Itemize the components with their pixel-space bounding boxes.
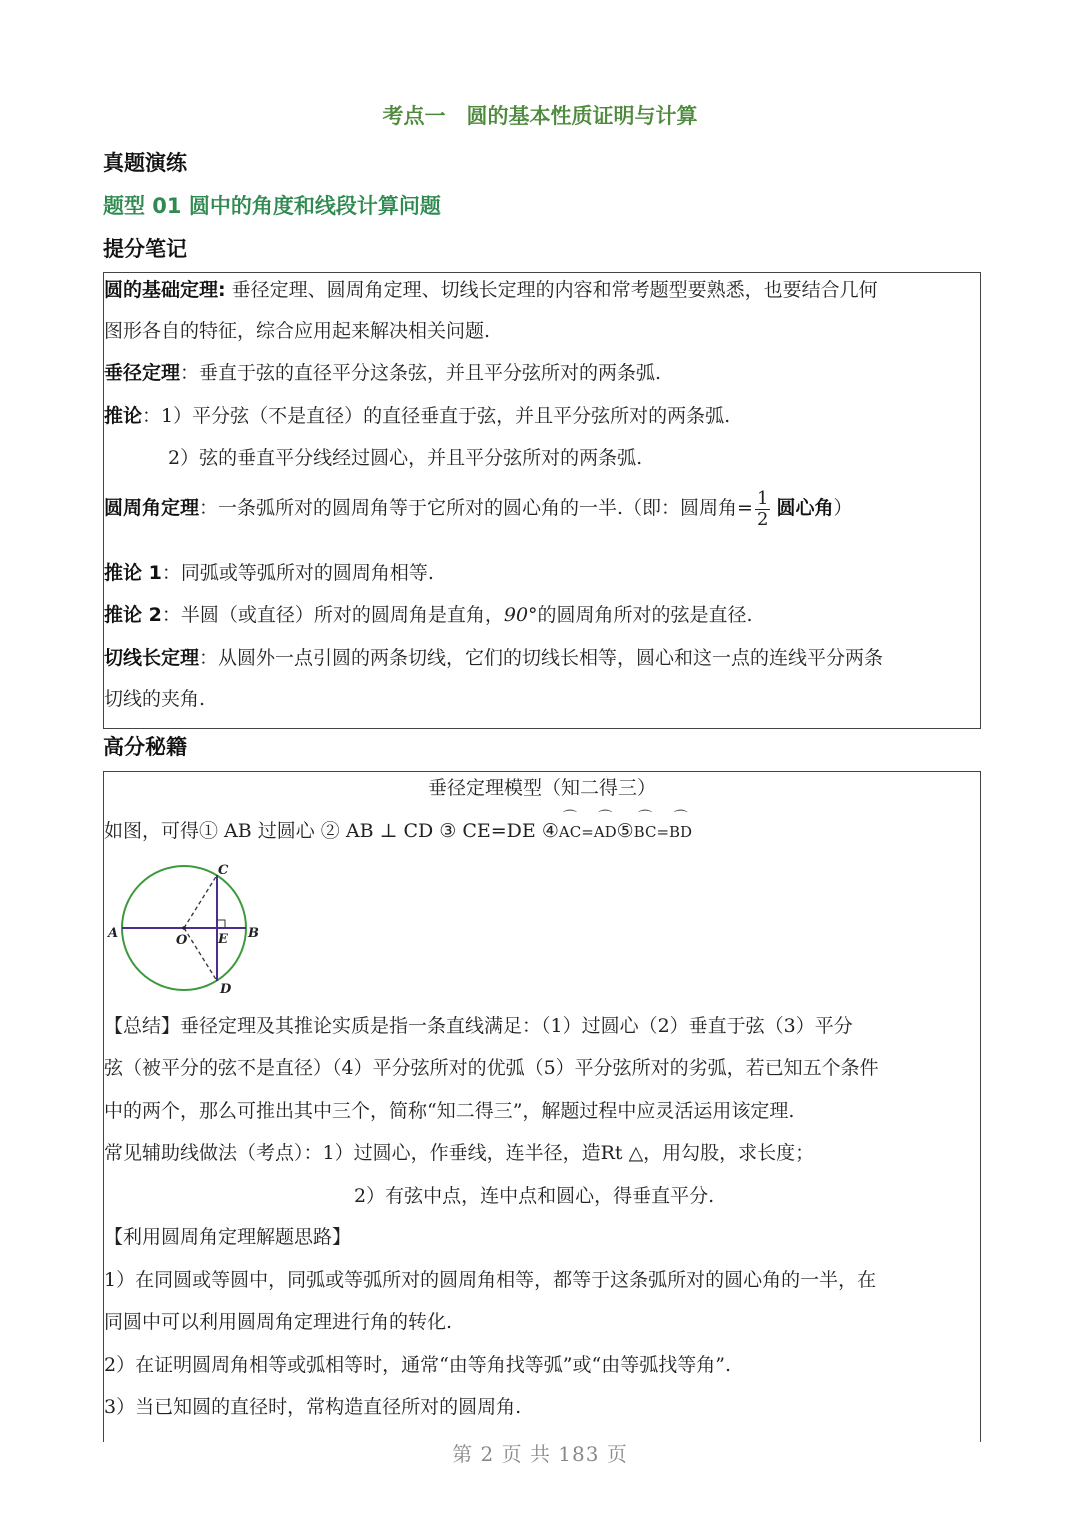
section-heading-secrets: 高分秘籍 xyxy=(103,735,187,759)
secrets-box xyxy=(103,771,981,1442)
arc-ac: ⌒ AC xyxy=(559,820,581,844)
equals-sign: = xyxy=(656,823,670,841)
notes-line-10: 切线的夹角. xyxy=(104,688,206,710)
idea-line-3: 3）当已知圆的直径时，常构造直径所对的圆周角. xyxy=(104,1396,522,1418)
circle-diagram xyxy=(106,856,266,996)
auxiliary-line-2: 2）有弦中点，连中点和圆心，得垂直平分. xyxy=(354,1185,715,1207)
fraction-denominator: 2 xyxy=(756,508,769,530)
notes-text: ：1）平分弦（不是直径）的直径垂直于弦，并且平分弦所对的两条弧. xyxy=(142,405,731,427)
corollary-2-label: 推论 2 xyxy=(104,604,162,626)
circled-five: ⑤ xyxy=(616,820,634,842)
label-e: E xyxy=(218,932,228,947)
notes-line-7 xyxy=(104,561,434,585)
summary-line-2: 弦（被平分的弦不是直径）（4）平分弦所对的优弧（5）平分弦所对的劣弧，若已知五个条件 xyxy=(104,1057,879,1079)
notes-line-4 xyxy=(104,404,730,428)
notes-text: 的圆周角所对的弦是直径. xyxy=(537,604,753,626)
center-dot xyxy=(182,926,186,930)
notes-line-2: 图形各自的特征，综合应用起来解决相关问题. xyxy=(104,320,491,342)
notes-line-1 xyxy=(104,278,878,302)
notes-line-6 xyxy=(104,485,852,531)
fraction-numerator: 1 xyxy=(756,487,769,509)
notes-line-9 xyxy=(104,646,883,670)
notes-box xyxy=(103,272,981,729)
notes-line-3 xyxy=(104,361,661,385)
model-heading: 垂径定理模型（知二得三） xyxy=(427,777,656,799)
arc-bd: ⌒ BD xyxy=(669,820,692,844)
summary-line-3: 中的两个，那么可推出其中三个，简称“知二得三”，解题过程中应灵活运用该定理. xyxy=(104,1100,795,1122)
perpendicular-diameter-label: 垂径定理 xyxy=(104,362,181,384)
inscribed-angle-label: 圆周角定理 xyxy=(104,497,200,519)
idea-line-2: 2）在证明圆周角相等或弧相等时，通常“由等角找等弧”或“由等弧找等角”. xyxy=(104,1354,731,1376)
model-intro xyxy=(104,819,692,844)
auxiliary-line-1: 常见辅助线做法（考点）：1）过圆心，作垂线，连半径，造Rt △，用勾股，求长度； xyxy=(104,1142,815,1164)
notes-text: ：从圆外一点引圆的两条切线，它们的切线长相等，圆心和这一点的连线平分两条 xyxy=(199,647,884,669)
notes-text: ：同弧或等弧所对的圆周角相等. xyxy=(161,562,434,584)
notes-text: ：半圆（或直径）所对的圆周角是直角， xyxy=(161,604,504,626)
section-heading-notes: 提分笔记 xyxy=(103,237,187,261)
notes-line-8 xyxy=(104,603,753,627)
corollary-1-label: 推论 1 xyxy=(104,562,162,584)
notes-text: ：一条弧所对的圆周角等于它所对的圆心角的一半.（即：圆周角= xyxy=(199,497,753,519)
ninety-degree: 90° xyxy=(503,604,538,626)
label-b: B xyxy=(248,926,259,941)
notes-line-5: 2）弦的垂直平分线经过圆心，并且平分弦所对的两条弧. xyxy=(168,447,643,469)
fraction-one-half xyxy=(755,489,770,530)
section-heading-real-exercises: 真题演练 xyxy=(103,151,187,175)
notes-text: ） xyxy=(833,497,853,519)
idea-heading: 【利用圆周角定理解题思路】 xyxy=(104,1226,352,1248)
label-d: D xyxy=(220,982,232,996)
question-type-heading: 题型 01 圆中的角度和线段计算问题 xyxy=(103,194,441,218)
basic-theorems-label: 圆的基础定理: xyxy=(104,279,226,301)
idea-line-1b: 同圆中可以利用圆周角定理进行角的转化. xyxy=(104,1311,453,1333)
intro-text: 如图，可得① AB 过圆心 ② AB ⊥ CD ③ CE=DE ④ xyxy=(104,820,559,842)
label-a: A xyxy=(108,926,119,941)
label-o: O xyxy=(176,933,188,948)
right-angle-mark xyxy=(217,920,225,928)
arc-bc: ⌒ BC xyxy=(634,820,657,844)
idea-line-1a: 1）在同圆或等圆中，同弧或等弧所对的圆周角相等，都等于这条弧所对的圆心角的一半，在 xyxy=(104,1269,877,1291)
radius-od xyxy=(184,928,217,981)
page-footer: 第 2 页 共 183 页 xyxy=(452,1442,628,1466)
radius-oc xyxy=(184,875,217,928)
label-c: C xyxy=(218,863,229,878)
tangent-length-label: 切线长定理 xyxy=(104,647,200,669)
equals-sign: = xyxy=(581,823,594,841)
notes-text: ：垂直于弦的直径平分这条弦，并且平分弦所对的两条弧. xyxy=(180,362,662,384)
summary-line-1: 【总结】垂径定理及其推论实质是指一条直线满足：（1）过圆心（2）垂直于弦（3）平分 xyxy=(104,1015,853,1037)
page-title: 考点一 圆的基本性质证明与计算 xyxy=(382,104,698,128)
notes-text: 垂径定理、圆周角定理、切线长定理的内容和常考题型要熟悉，也要结合几何 xyxy=(225,279,878,301)
corollary-label: 推论 xyxy=(104,405,143,427)
central-angle-text: 圆心角 xyxy=(776,497,834,519)
arc-ad: ⌒ AD xyxy=(594,820,617,844)
